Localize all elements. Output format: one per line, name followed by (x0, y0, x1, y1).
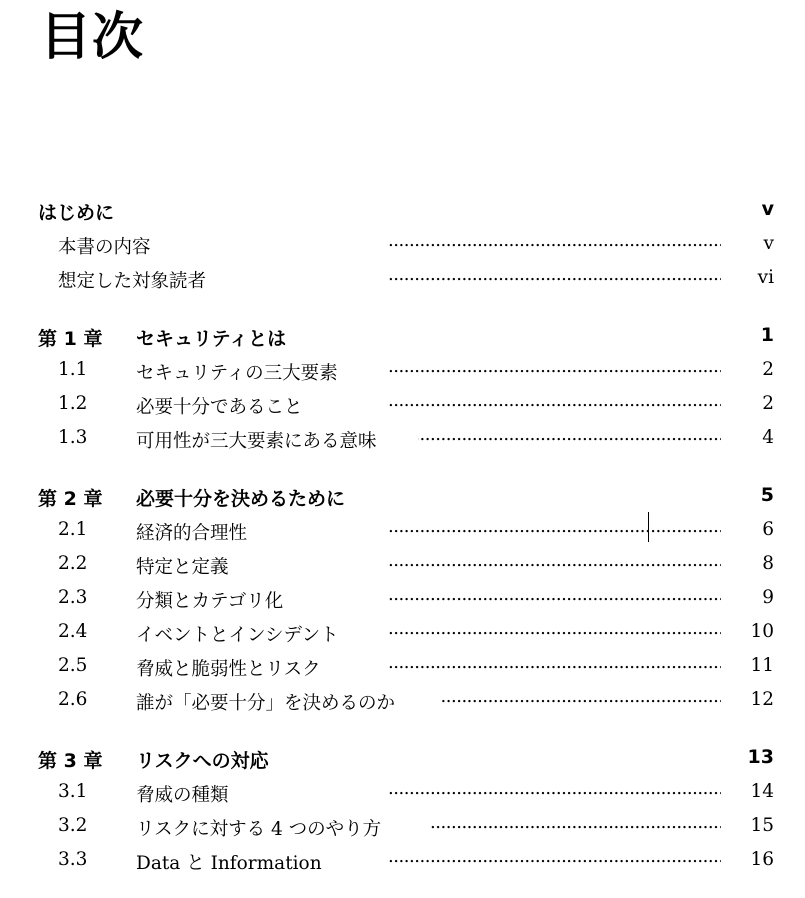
chapter-title: 必要十分を決めるために (136, 488, 346, 510)
section-number: 1.1 (58, 359, 88, 380)
toc-section[interactable] (0, 776, 805, 810)
section-title: 脅威の種類 (136, 785, 229, 806)
section-number: 2.6 (58, 689, 88, 710)
section-number: 2.3 (58, 587, 88, 608)
toc-section[interactable] (0, 388, 805, 422)
section-number: 3.2 (58, 815, 88, 836)
section-page: 8 (762, 553, 774, 574)
chapter-number: 第 1 章 (38, 328, 103, 350)
section-number: 3.1 (58, 781, 88, 802)
section-title: 本書の内容 (58, 237, 151, 258)
section-number: 2.2 (58, 553, 88, 574)
toc-front-section[interactable] (0, 228, 805, 262)
section-title: Data と Information (136, 853, 322, 874)
dot-leader (332, 390, 721, 420)
toc-section[interactable] (0, 582, 805, 616)
section-title: 必要十分であること (136, 397, 303, 418)
section-title: 想定した対象読者 (58, 271, 207, 292)
dot-leader (440, 686, 721, 716)
dot-leader (246, 550, 721, 580)
section-page: 14 (750, 781, 774, 802)
dot-leader (265, 778, 721, 808)
chapter-page: 5 (760, 484, 774, 506)
section-number: 1.3 (58, 427, 88, 448)
dot-leader (375, 618, 721, 648)
toc-section[interactable] (0, 514, 805, 548)
section-number: 2.5 (58, 655, 88, 676)
section-title: 経済的合理性 (136, 523, 248, 544)
section-page: 6 (762, 519, 774, 540)
text-cursor (648, 512, 649, 542)
toc-chapter[interactable] (0, 320, 805, 354)
section-page: v (763, 233, 774, 254)
dot-leader (418, 424, 721, 454)
toc-chapter[interactable] (0, 480, 805, 514)
toc-section[interactable] (0, 810, 805, 844)
section-page: 9 (762, 587, 774, 608)
section-page: 12 (750, 689, 774, 710)
section-page: 15 (750, 815, 774, 836)
dot-leader (175, 230, 721, 260)
section-number: 3.3 (58, 849, 88, 870)
page-title: 目次 (40, 8, 145, 67)
chapter-page: 13 (747, 746, 774, 768)
section-title: 特定と定義 (136, 557, 229, 578)
dot-leader (375, 356, 721, 386)
section-page: 4 (762, 427, 774, 448)
toc-section[interactable] (0, 354, 805, 388)
chapter-page: 1 (760, 324, 774, 346)
chapter-number: 第 3 章 (38, 750, 103, 772)
section-title: 分類とカテゴリ化 (136, 591, 284, 612)
toc-front-matter[interactable] (0, 194, 805, 228)
section-number: 1.2 (58, 393, 88, 414)
section-title: イベントとインシデント (136, 625, 339, 646)
section-page: 16 (750, 849, 774, 870)
section-page: vi (757, 267, 774, 288)
section-page: 11 (750, 655, 774, 676)
section-title: 脅威と脆弱性とリスク (136, 659, 321, 680)
toc-section[interactable] (0, 548, 805, 582)
chapter-title: リスクへの対応 (136, 750, 269, 772)
section-number: 2.4 (58, 621, 88, 642)
toc-front-section[interactable] (0, 262, 805, 296)
front-matter-title: はじめに (38, 202, 115, 224)
dot-leader (265, 516, 721, 546)
chapter-number: 第 2 章 (38, 488, 103, 510)
section-number: 2.1 (58, 519, 88, 540)
front-matter-page: v (761, 198, 774, 220)
section-page: 10 (750, 621, 774, 642)
dot-leader (340, 846, 721, 876)
dot-leader (310, 584, 721, 614)
section-title: 誰が「必要十分」を決めるのか (136, 693, 396, 714)
toc-section[interactable] (0, 844, 805, 878)
section-title: セキュリティの三大要素 (136, 363, 338, 384)
toc-chapter[interactable] (0, 742, 805, 776)
section-page: 2 (762, 359, 774, 380)
dot-leader (430, 812, 721, 842)
section-page: 2 (762, 393, 774, 414)
chapter-title: セキュリティとは (136, 328, 287, 350)
toc-section[interactable] (0, 650, 805, 684)
section-title: 可用性が三大要素にある意味 (136, 431, 377, 452)
section-title: リスクに対する 4 つのやり方 (136, 819, 382, 840)
dot-leader (352, 652, 721, 682)
toc-section[interactable] (0, 422, 805, 456)
toc-section[interactable] (0, 684, 805, 718)
dot-leader (240, 264, 721, 294)
toc-section[interactable] (0, 616, 805, 650)
